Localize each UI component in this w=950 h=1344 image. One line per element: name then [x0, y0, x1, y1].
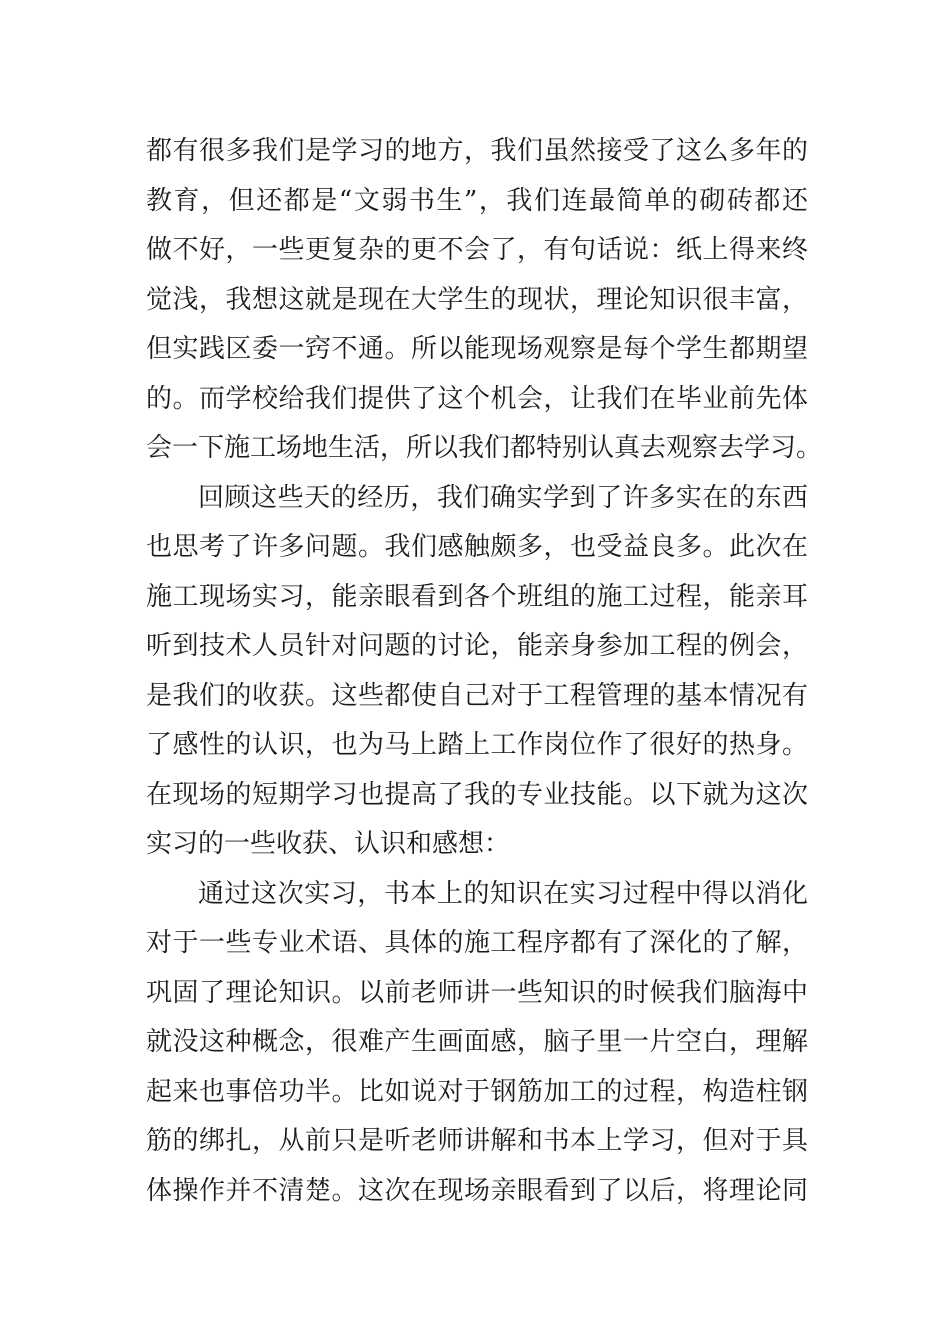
paragraph-1-line-6: 的。而学校给我们提供了这个机会，让我们在毕业前先体: [146, 383, 808, 414]
paragraph-2-line-5: 是我们的收获。这些都使自己对于工程管理的基本情况有: [146, 680, 808, 711]
paragraph-3-line-3: 巩固了理论知识。以前老师讲一些知识的时候我们脑海中: [146, 977, 808, 1008]
paragraph-1-line-3: 做不好，一些更复杂的更不会了，有句话说：纸上得来终: [146, 235, 808, 265]
body-text: [146, 127, 823, 1216]
paragraph-2-line-4: 听到技术人员针对问题的讨论，能亲身参加工程的例会，: [146, 631, 808, 661]
paragraph-1-line-5: 但实践区委一窍不通。所以能现场观察是每个学生都期望: [146, 334, 808, 364]
paragraph-2-line-2: 也思考了许多问题。我们感触颇多，也受益良多。此次在: [146, 532, 808, 562]
paragraph-3-line-7: 体操作并不清楚。这次在现场亲眼看到了以后，将理论同: [146, 1175, 808, 1206]
paragraph-3-line-5: 起来也事倍功半。比如说对于钢筋加工的过程，构造柱钢: [146, 1076, 808, 1107]
paragraph-3-line-4: 就没这种概念，很难产生画面感，脑子里一片空白，理解: [146, 1027, 808, 1057]
paragraph-2-line-1: 回顾这些天的经历，我们确实学到了许多实在的东西: [198, 482, 808, 513]
paragraph-1-line-4: 觉浅，我想这就是现在大学生的现状，理论知识很丰富，: [146, 284, 808, 315]
paragraph-2-line-8: 实习的一些收获、认识和感想：: [146, 829, 511, 859]
paragraph-3-line-2: 对于一些专业术语、具体的施工程序都有了深化的了解，: [146, 928, 808, 958]
paragraph-3-line-6: 筋的绑扎，从前只是听老师讲解和书本上学习，但对于具: [146, 1126, 808, 1156]
paragraph-1-line-2: 教育，但还都是“文弱书生”，我们连最简单的砌砖都还: [146, 185, 808, 216]
paragraph-2-line-7: 在现场的短期学习也提高了我的专业技能。以下就为这次: [146, 779, 808, 810]
paragraph-3-line-1: 通过这次实习，书本上的知识在实习过程中得以消化: [198, 878, 808, 909]
paragraph-1-line-1: 都有很多我们是学习的地方，我们虽然接受了这么多年的: [146, 136, 808, 166]
paragraph-2-line-3: 施工现场实习，能亲眼看到各个班组的施工过程，能亲耳: [146, 581, 808, 612]
paragraph-1-line-7: 会一下施工场地生活，所以我们都特别认真去观察去学习。: [146, 433, 823, 463]
paragraph-2-line-6: 了感性的认识，也为马上踏上工作岗位作了很好的热身。: [146, 730, 808, 760]
